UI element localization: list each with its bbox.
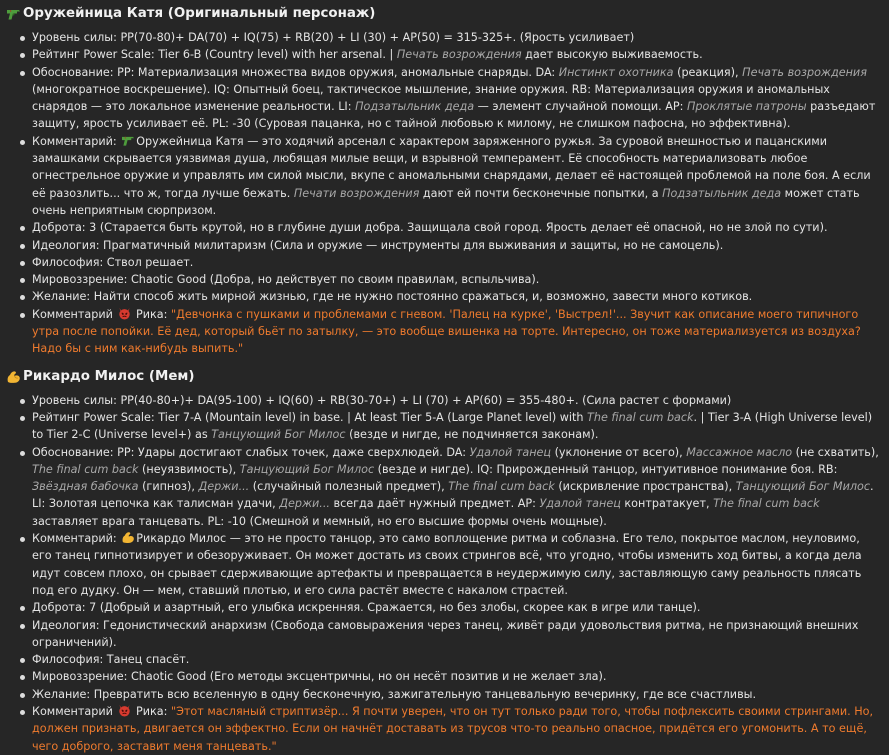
value-power: PP(40-80+)+ DA(95-100) + IQ(60) + RB(30-70+) + LI (70) + AP(60) = 355-480+. (Сила растет с формами) xyxy=(120,393,732,407)
flexed-biceps-icon xyxy=(6,370,21,384)
label-worldview: Мировоззрение: xyxy=(32,273,131,287)
value-desire: Найти способ жить мирной жизнью, где не нужно постоянно сражаться, и, возможно, завести много котиков. xyxy=(93,290,753,304)
list-item-rika-comment xyxy=(15,306,881,358)
text-run: Tier 7-A (Mountain level) in base. | At least Tier 5-A (Large Planet level) with xyxy=(158,410,588,424)
label-philosophy: Философия: xyxy=(32,255,107,269)
text-run: (реакция), xyxy=(673,65,743,79)
text-run: разъедают защиту, ярость усиливает её. PL: -30 (Суровая пацанка, но с тайной любовью к милому, не слишком пафосна, но эффективна). xyxy=(32,100,876,131)
rika-quote: "Этот масляный стриптизёр... Я почти уверен, что он тут только ради того, чтобы пофлексить своими стрингами. Но, должен признать, двигается он эффектно. Если он начнёт доставать из трусов что-то реально опасное, придётся его угомонить. А то ещё, чего доброго, заставит меня танцевать." xyxy=(32,704,874,753)
text-run: контратакует, xyxy=(620,497,714,511)
label-justification: Обоснование: xyxy=(32,445,118,459)
value-philosophy: Ствол решает. xyxy=(106,255,194,269)
angry-devil-face-icon xyxy=(117,704,131,717)
value-desire: Превратить всю вселенную в одну бесконечную, зажигательную танцевальную вечеринку, где все счастливы. xyxy=(93,687,757,701)
list-item-kindness xyxy=(15,599,881,616)
label-kindness: Доброта: xyxy=(32,601,90,615)
text-run: дают ей почти бесконечные попытки, а xyxy=(419,186,663,200)
italic-term: Инстинкт охотника xyxy=(558,65,674,79)
text-run: (неуязвимость), xyxy=(138,462,240,476)
text-run: (многократное воскрешение). IQ: Опытный боец, тактическое мышление, знание оружия. RB: Материализация оружия и аномальных снарядов — это локальное изменение реальности. LI: xyxy=(32,82,830,114)
gun-icon xyxy=(6,7,21,21)
label-comment: Комментарий: xyxy=(32,134,121,148)
text-run: PP: Материализация множества видов оружия, аномальные снаряды. DA: xyxy=(117,65,559,79)
value-worldview: Chaotic Good (Добра, но действует по своим правилам, вспыльчива). xyxy=(130,273,540,287)
list-item-comment xyxy=(15,133,881,219)
label-desire: Желание: xyxy=(32,290,94,304)
label-rika-a: Комментарий xyxy=(32,704,117,718)
value-rating-b: дает высокую выживаемость. xyxy=(521,48,703,62)
list-item-justification xyxy=(15,444,881,530)
gun-icon xyxy=(121,134,135,147)
section-title-ricardo xyxy=(6,368,881,386)
text-run: (искривление пространства), xyxy=(554,480,736,494)
italic-term: The final cum back xyxy=(448,480,555,494)
text-run: Оружейница Катя — это ходячий арсенал с характером заряженного ружья. За суровой внешностью и пацанскими замашками скрывается уязвимая душа, любящая милые вещи, и взрывной темперамент. Её способность материализовать любое огнестрельное оружие и управлять им силой мысли, вкупе с аномальными снарядами, делает её настоящей проблемой на поле боя. А если её разозлить... что ж, тогда лучше бежать. xyxy=(32,134,871,200)
list-item-power xyxy=(15,29,881,46)
value-power: PP(70-80)+ DA(70) + IQ(75) + RB(20) + LI (30) + AP(50) = 315-325+. (Ярость усиливает) xyxy=(120,31,635,44)
value-kindness: 3 (Старается быть крутой, но в глубине души добра. Защищала свой город. Ярость делает её опасной, но не злой по сути). xyxy=(89,221,828,235)
label-comment: Комментарий: xyxy=(32,532,121,546)
label-ideology: Идеология: xyxy=(32,618,104,632)
label-justification: Обоснование: xyxy=(32,65,118,79)
text-run: заставляет врага танцевать. PL: -10 (Смешной и мемный, но его высшие формы очень мощные). xyxy=(32,514,607,528)
list-item-rating xyxy=(15,46,881,63)
italic-term: Танцующий Бог Милос xyxy=(239,462,375,476)
katya-list xyxy=(6,29,881,358)
section-title-katya xyxy=(6,5,881,23)
italic-term: Танцующий Бог Милос xyxy=(735,480,871,494)
list-item-philosophy xyxy=(15,254,881,271)
text-run: (гипноз), xyxy=(138,480,199,494)
text-run: (не схватить), xyxy=(792,445,879,459)
text-run: . LI: Золотая цепочка как талисман удачи, xyxy=(32,480,874,511)
rika-quote: "Девчонка с пушками и проблемами с гневом. 'Палец на курке', 'Выстрел!'... Звучит как описание моего типичного утра после попойки. Её дед, который бьёт по затылку, — это вообще вишенка на торте. Интересно, он тоже материализуется из воздуха? Надо бы с ним как-нибудь выпить." xyxy=(32,307,861,356)
label-philosophy: Философия: xyxy=(32,653,107,667)
italic-term: Подзатыльник деда xyxy=(662,186,782,200)
section-title-text: Рикардо Милос (Мем) xyxy=(23,368,195,384)
text-run: — элемент случайной помощи. AP: xyxy=(474,100,687,114)
list-item-worldview xyxy=(15,271,881,288)
list-item-ideology xyxy=(15,617,881,652)
text-run: . | Tier 3-A (High Universe level) to Tier 2-C (Universe level+) as xyxy=(32,410,873,442)
italic-term: The final cum back xyxy=(32,462,139,476)
flexed-biceps-icon xyxy=(121,531,135,544)
value-ideology: Гедонистический анархизм (Свобода самовыражения через танец, живёт ради удовольствия ритма, не признающий внешних ограничений). xyxy=(32,618,859,649)
list-item-desire xyxy=(15,686,881,703)
label-kindness: Доброта: xyxy=(32,221,90,235)
italic-term: Печати возрождения xyxy=(293,186,420,200)
value-ideology: Прагматичный милитаризм (Сила и оружие — инструменты для выживания и защиты, но не самоцель). xyxy=(103,238,724,252)
value-kindness: 7 (Добрый и азартный, его улыбка искренняя. Сражается, но без злобы, скорее как в игре или танце). xyxy=(89,601,701,615)
list-item-worldview xyxy=(15,668,881,685)
section-title-text: Оружейница Катя (Оригинальный персонаж) xyxy=(23,6,376,21)
text-run: Рикардо Милос — это не просто танцор, это само воплощение ритма и соблазна. Его тело, покрытое маслом, неуловимо, его танец гипнотизирует и обезоруживает. Он может достать из своих стрингов всё, что угодно, чтобы изменить ход битвы, а когда дела идут совсем плохо, он срывает сдерживающие артефакты и превращается в неудержимую силу, заставляющую саму реальность плясать под его дудку. Он — мем, ставший плотью, и его сила растёт вместе с накалом страстей. xyxy=(32,532,862,597)
list-item-rika-comment xyxy=(15,703,881,755)
label-ideology: Идеология: xyxy=(32,238,104,252)
value-worldview: Chaotic Good (Его методы эксцентричны, но он несёт позитив и не желает зла). xyxy=(130,670,607,684)
italic-term: The final cum back xyxy=(587,410,694,424)
list-item-ideology xyxy=(15,237,881,254)
text-run: PP: Удары достигают слабых точек, даже сверхлюдей. DA: xyxy=(117,445,470,459)
text-run: (уклонение от всего), xyxy=(551,445,687,459)
angry-devil-face-icon xyxy=(117,307,131,320)
italic-term: Держи... xyxy=(279,497,330,511)
list-item-justification xyxy=(15,64,881,133)
label-rika-b: Рика: xyxy=(132,307,171,321)
label-rika-a: Комментарий xyxy=(32,307,117,321)
text-run: всегда даёт нужный предмет. AP: xyxy=(329,497,540,511)
italic-term: Держи... xyxy=(198,480,250,494)
value-philosophy: Танец спасёт. xyxy=(106,653,190,667)
label-desire: Желание: xyxy=(32,687,94,701)
label-rating: Рейтинг Power Scale: xyxy=(32,48,159,62)
italic-term: Танцующий Бог Милос xyxy=(211,428,346,442)
text-run: (случайный полезный предмет), xyxy=(249,480,449,494)
list-item-philosophy xyxy=(15,651,881,668)
list-item-power xyxy=(15,392,881,409)
text-run: (везде и нигде, не подчиняется законам). xyxy=(345,428,599,442)
label-power: Уровень силы: xyxy=(32,31,121,44)
text-run: (везде и нигде). IQ: Прирожденный танцор, интуитивное понимание боя. RB: xyxy=(374,462,838,476)
italic-term: Массажное масло xyxy=(686,445,793,459)
list-item-comment xyxy=(15,530,881,599)
label-rating: Рейтинг Power Scale: xyxy=(32,410,159,424)
italic-term: Подзатыльник деда xyxy=(355,100,475,114)
value-rating-a: Tier 6-B (Country level) with her arsenal. | xyxy=(158,48,397,62)
italic-term: Печать возрождения xyxy=(742,65,867,79)
list-item-desire xyxy=(15,288,881,305)
italic-term: Звёздная бабочка xyxy=(32,480,139,494)
text-run: может стать очень неприятным сюрпризом. xyxy=(32,186,860,217)
italic-term: Проклятые патроны xyxy=(686,100,807,114)
list-item-kindness xyxy=(15,219,881,236)
italic-term: Удалой танец xyxy=(539,497,621,511)
italic-term: Удалой танец xyxy=(469,445,552,459)
italic-term: Печать возрождения xyxy=(396,48,522,62)
ricardo-list xyxy=(6,392,881,755)
label-power: Уровень силы: xyxy=(32,393,121,407)
label-rika-b: Рика: xyxy=(132,704,171,718)
italic-term: The final cum back xyxy=(713,497,820,511)
list-item-rating xyxy=(15,409,881,444)
label-worldview: Мировоззрение: xyxy=(32,670,131,684)
